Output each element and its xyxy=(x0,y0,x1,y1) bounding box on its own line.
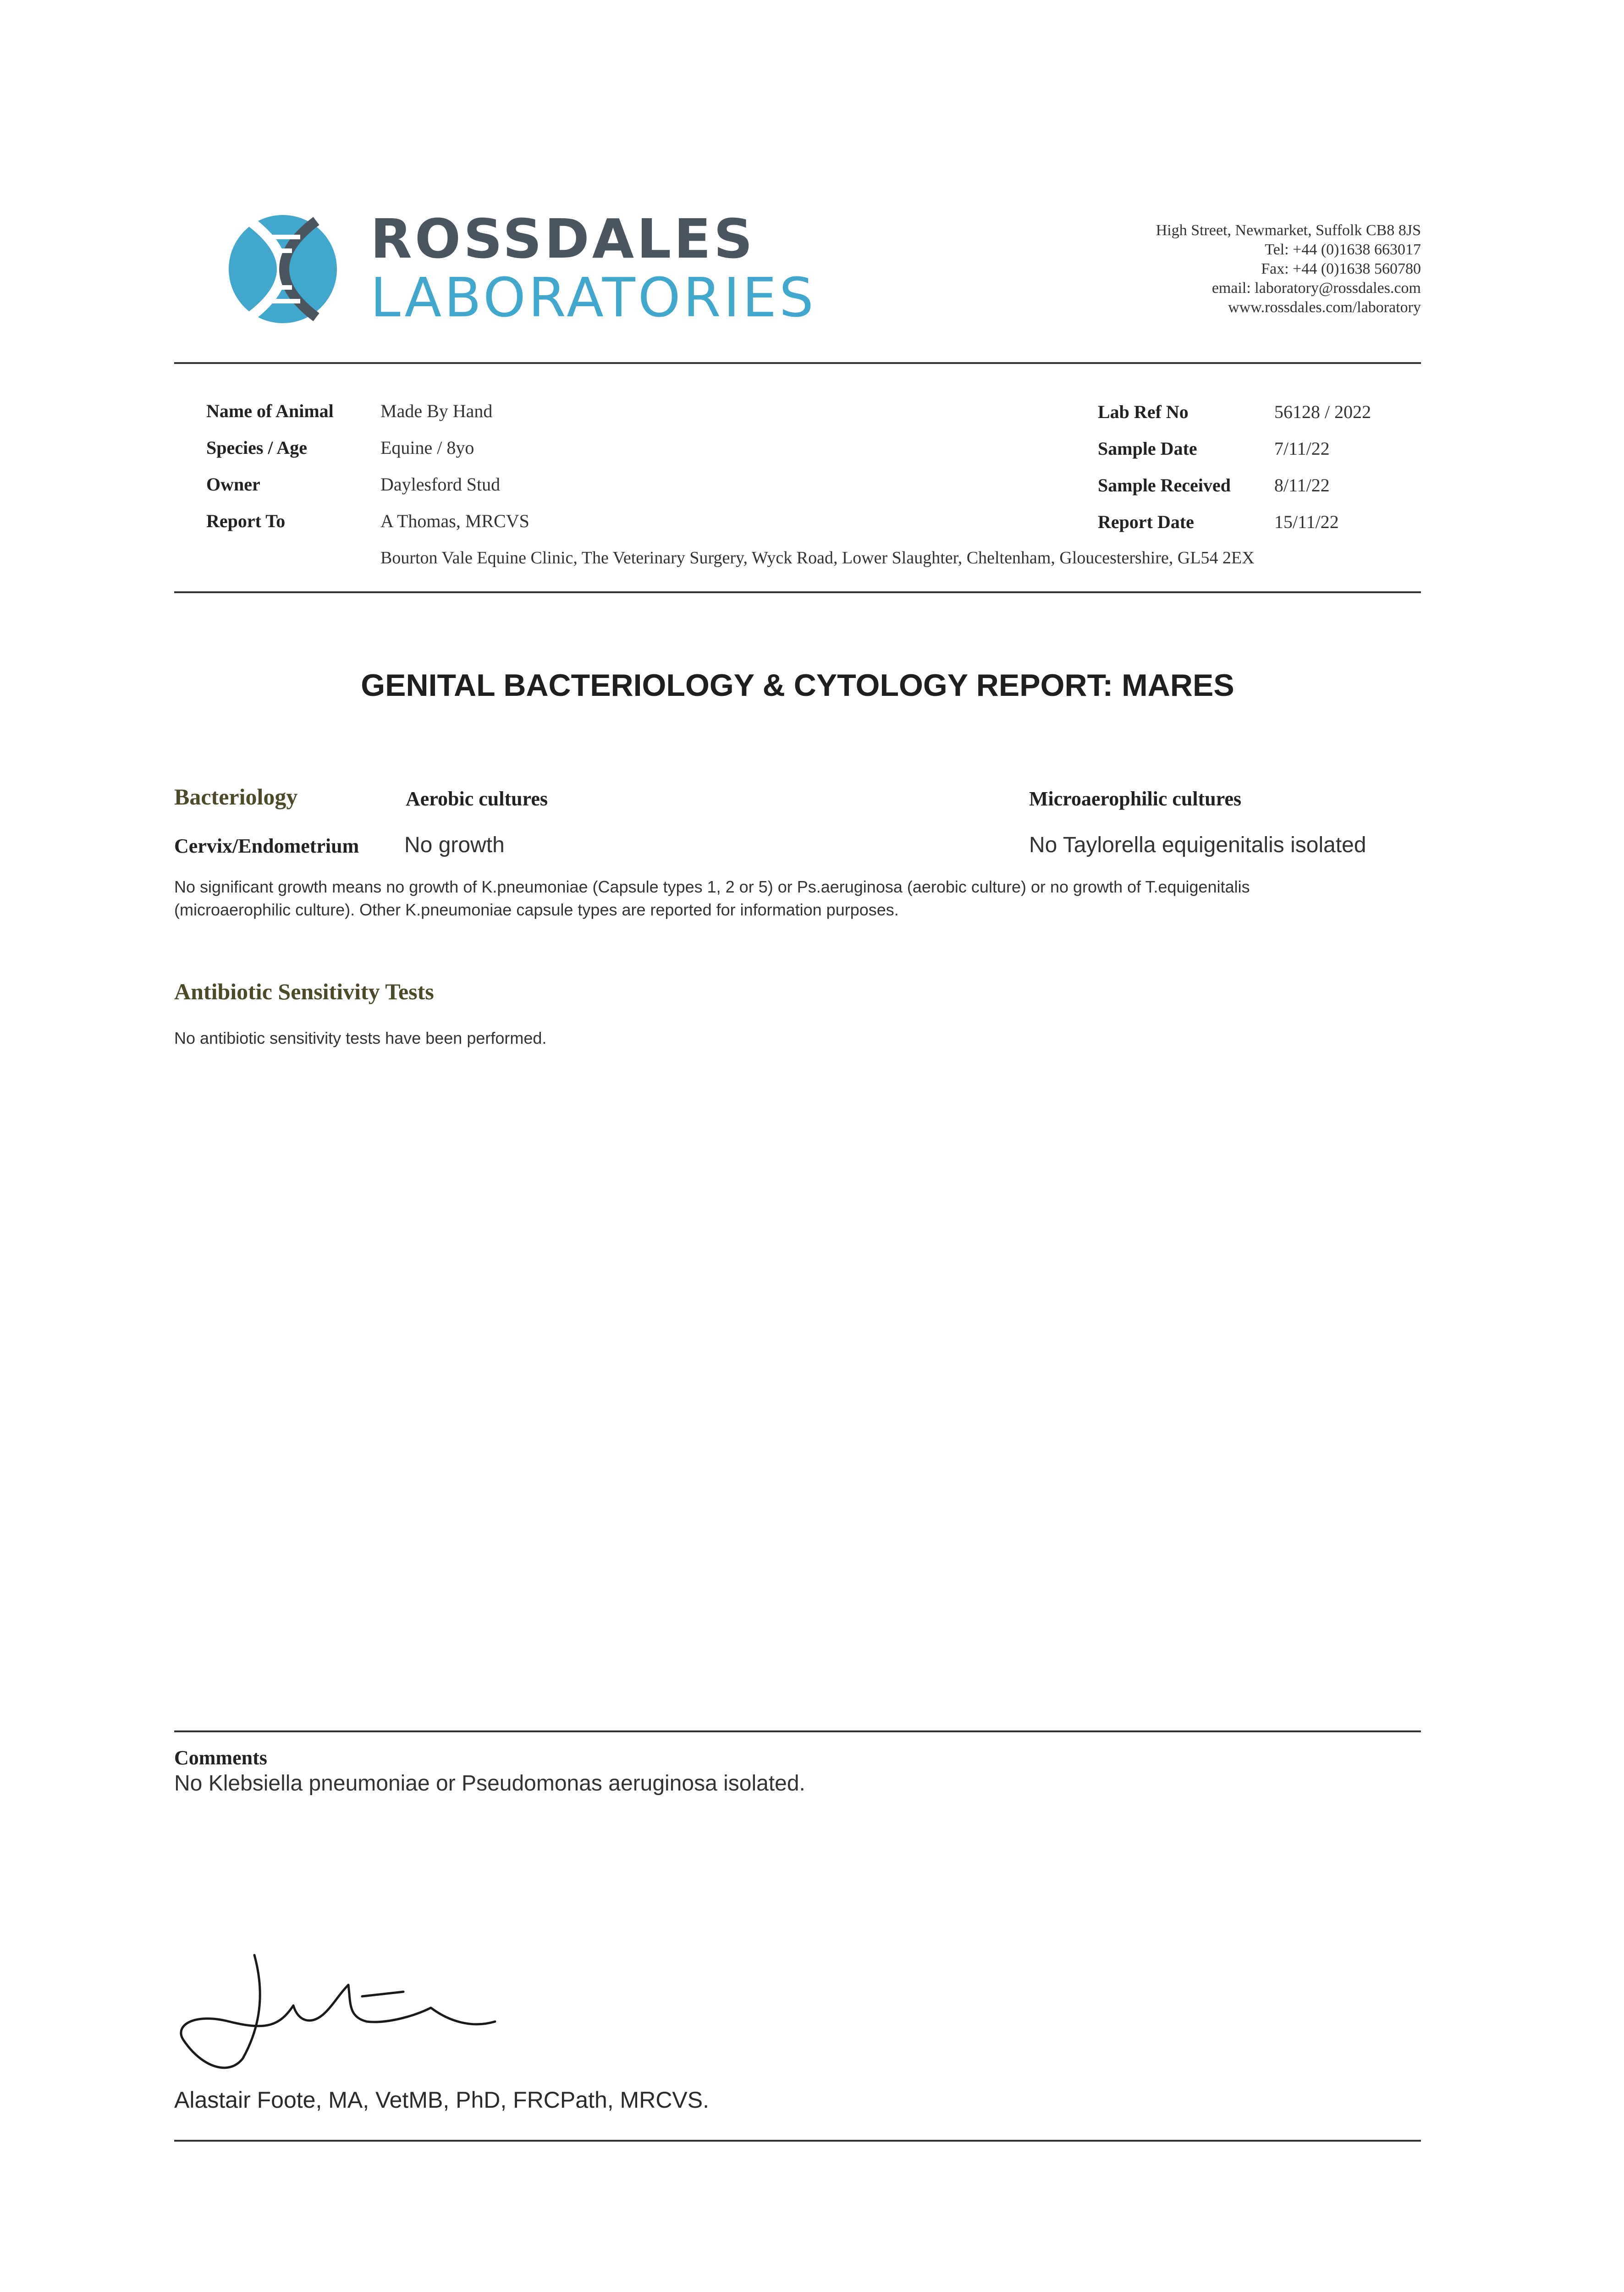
sample-date-label: Sample Date xyxy=(1098,438,1197,459)
report-to-label: Report To xyxy=(206,511,286,531)
bacteriology-heading: Bacteriology xyxy=(174,784,298,810)
sample-received-value: 8/11/22 xyxy=(1274,475,1330,496)
address-line: email: laboratory@rossdales.com xyxy=(1211,280,1421,297)
logo-wordmark xyxy=(370,207,816,329)
aerobic-cultures-heading: Aerobic cultures xyxy=(406,788,548,810)
signature-image xyxy=(174,1953,504,2081)
address-line: Fax: +44 (0)1638 560780 xyxy=(1261,260,1421,277)
sample-received-label: Sample Received xyxy=(1098,475,1231,496)
aerobic-result: No growth xyxy=(404,833,505,857)
dna-logo-icon xyxy=(222,212,344,326)
address-line: www.rossdales.com/laboratory xyxy=(1228,299,1421,316)
logo-line-2: LABORATORIES xyxy=(370,266,816,329)
report-to-value: A Thomas, MRCVS xyxy=(380,511,529,531)
report-date-value: 15/11/22 xyxy=(1274,512,1339,532)
comments-heading: Comments xyxy=(174,1747,267,1769)
report-date-label: Report Date xyxy=(1098,512,1194,532)
microaerophilic-result: No Taylorella equigenitalis isolated xyxy=(1029,833,1366,857)
address-line: High Street, Newmarket, Suffolk CB8 8JS xyxy=(1156,222,1421,239)
header-divider xyxy=(174,362,1421,364)
address-line: Tel: +44 (0)1638 663017 xyxy=(1265,241,1421,258)
report-title: GENITAL BACTERIOLOGY & CYTOLOGY REPORT: MARES xyxy=(361,668,1234,703)
lab-address xyxy=(1156,221,1421,317)
sensitivity-text: No antibiotic sensitivity tests have been performed. xyxy=(174,1029,547,1047)
bacteriology-note xyxy=(174,876,1421,921)
species-age-value: Equine / 8yo xyxy=(380,437,474,458)
details-divider xyxy=(174,591,1421,593)
comments-text: No Klebsiella pneumoniae or Pseudomonas aeruginosa isolated. xyxy=(174,1771,805,1796)
logo-line-1: ROSSDALES xyxy=(370,207,755,270)
lab-ref-label: Lab Ref No xyxy=(1098,402,1189,422)
microaerophilic-cultures-heading: Microaerophilic cultures xyxy=(1029,788,1242,810)
sample-date-value: 7/11/22 xyxy=(1274,438,1330,459)
note-line: (microaerophilic culture). Other K.pneumoniae capsule types are reported for information purposes. xyxy=(174,900,899,919)
lab-ref-value: 56128 / 2022 xyxy=(1274,402,1371,422)
comments-divider xyxy=(174,1730,1421,1732)
signatory-name: Alastair Foote, MA, VetMB, PhD, FRCPath, MRCVS. xyxy=(174,2087,710,2113)
name-of-animal-value: Made By Hand xyxy=(380,401,493,421)
report-to-address: Bourton Vale Equine Clinic, The Veterinary Surgery, Wyck Road, Lower Slaughter, Cheltenham, Gloucestershire, GL54 2EX xyxy=(380,548,1255,567)
cervix-endometrium-label: Cervix/Endometrium xyxy=(174,835,359,857)
owner-value: Daylesford Stud xyxy=(380,474,501,495)
owner-label: Owner xyxy=(206,474,260,495)
footer-divider xyxy=(174,2140,1421,2142)
sensitivity-heading: Antibiotic Sensitivity Tests xyxy=(174,979,434,1004)
note-line: No significant growth means no growth of K.pneumoniae (Capsule types 1, 2 or 5) or Ps.aeruginosa (aerobic culture) or no growth of T.equigenitalis xyxy=(174,877,1250,896)
species-age-label: Species / Age xyxy=(206,437,307,458)
name-of-animal-label: Name of Animal xyxy=(206,401,334,421)
